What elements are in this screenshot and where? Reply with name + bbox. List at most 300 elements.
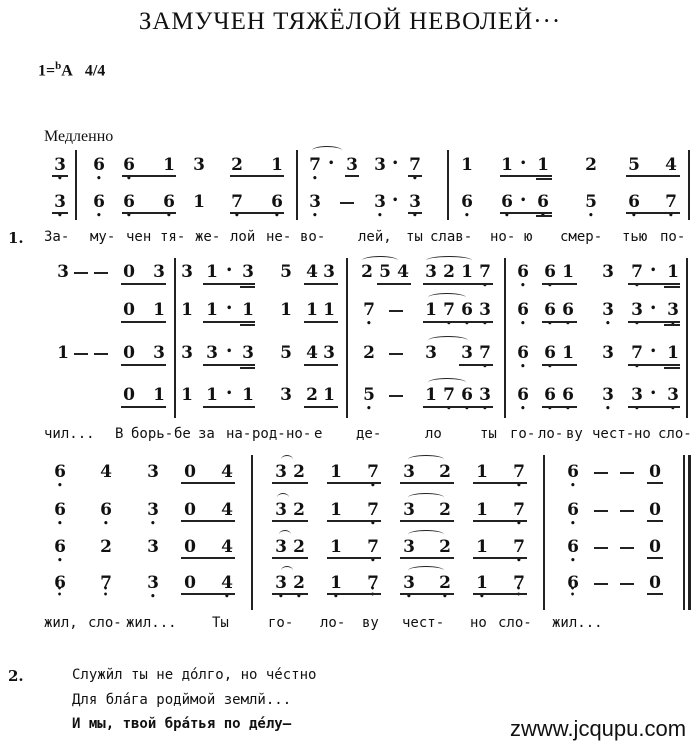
note: 7 • <box>630 343 644 363</box>
note: 2 <box>443 262 455 282</box>
note: 6 • <box>516 385 530 405</box>
underline <box>272 557 308 559</box>
note: 7 • <box>442 300 456 320</box>
verse-number: 2. <box>8 667 24 685</box>
underline <box>536 215 552 217</box>
note: 3 • <box>146 500 160 520</box>
note: 7 • • <box>366 573 380 593</box>
underline <box>304 321 338 323</box>
augmentation-dot: • <box>392 158 399 169</box>
note: 2 <box>439 537 451 557</box>
underline <box>272 593 308 595</box>
note: 6 • <box>99 500 113 520</box>
lyric-syllable: сло- <box>498 615 532 631</box>
note: 1 <box>537 155 549 175</box>
note: 1 <box>667 262 679 282</box>
underline <box>272 482 308 484</box>
note: 3 <box>403 537 415 557</box>
note: 2 <box>100 537 112 557</box>
note: 3 • <box>601 300 615 320</box>
note: 3 <box>425 343 437 363</box>
note: 0 <box>123 385 135 405</box>
note: 1 <box>476 537 488 557</box>
note: 3 • <box>53 155 67 175</box>
underline <box>304 406 338 408</box>
note: 7 • <box>664 192 678 212</box>
note: 0 <box>184 537 196 557</box>
lyric-syllable: не- <box>266 229 292 245</box>
note: 3 <box>275 462 287 482</box>
note: 3 <box>323 343 335 363</box>
underline <box>304 283 338 285</box>
augmentation-dot: • <box>226 388 233 399</box>
underline <box>628 406 680 408</box>
underline <box>272 520 308 522</box>
underline <box>230 212 284 214</box>
note: 7 • <box>512 500 526 520</box>
note: 4 <box>221 462 233 482</box>
note: 6 • <box>460 385 474 405</box>
note: 6 • <box>561 385 575 405</box>
note: 4 <box>665 155 677 175</box>
underline <box>181 557 235 559</box>
note: 6 • <box>53 462 67 482</box>
extension-dash <box>74 272 88 274</box>
note: 1 <box>271 155 283 175</box>
underline <box>408 175 422 177</box>
note: 0 <box>649 537 661 557</box>
underline <box>121 283 166 285</box>
note: 4 • <box>220 573 234 593</box>
lyric-syllable: чест- <box>592 426 635 442</box>
note: 3 • <box>666 300 680 320</box>
key-name: A <box>61 62 73 80</box>
note: 3 <box>425 262 437 282</box>
underline <box>500 212 552 214</box>
note: 1 <box>206 300 218 320</box>
extension-dash <box>340 202 354 204</box>
note: 3 <box>275 500 287 520</box>
lyric-syllable: Ты <box>212 615 229 631</box>
note: 1 <box>425 385 437 405</box>
underline <box>400 520 454 522</box>
barline <box>346 258 348 418</box>
augmentation-dot: • <box>650 346 657 357</box>
underline <box>473 593 527 595</box>
extension-dash <box>594 547 608 549</box>
note: 6 • <box>92 155 106 175</box>
barline <box>296 150 298 220</box>
note: 1 <box>306 300 318 320</box>
note: 2 <box>585 155 597 175</box>
tempo-marking: Медленно <box>44 128 114 145</box>
underline <box>459 364 493 366</box>
note: 5 <box>379 262 391 282</box>
underline <box>181 482 235 484</box>
note: 2 <box>361 262 373 282</box>
barline <box>447 150 449 220</box>
lyric-syllable: борь- <box>131 426 174 442</box>
note: 0 <box>184 462 196 482</box>
note: 3 • <box>308 192 322 212</box>
note: 7 • <box>478 343 492 363</box>
note: 3 • <box>373 192 387 212</box>
key-signature <box>38 60 105 80</box>
lyric-syllable: же- <box>195 229 221 245</box>
note: 1 <box>461 155 473 175</box>
note: 7 • <box>366 500 380 520</box>
verse-number: 1. <box>8 229 24 247</box>
note: 7 • <box>366 537 380 557</box>
note: 5 • <box>362 385 376 405</box>
note: 1 <box>242 300 254 320</box>
note: 6 • <box>270 192 284 212</box>
note: 5 <box>280 343 292 363</box>
barline <box>683 455 685 610</box>
note: 1 <box>667 343 679 363</box>
note: 1 <box>476 462 488 482</box>
note: 0 <box>123 300 135 320</box>
note: 1 <box>206 262 218 282</box>
verse-line: Для блáга родймой землй... <box>72 692 292 708</box>
note: 7 • • <box>512 573 526 593</box>
lyric-syllable: чест- <box>402 615 445 631</box>
note: 3 • <box>274 573 288 593</box>
underline <box>345 175 359 177</box>
note: 3 • <box>630 300 644 320</box>
lyric-syllable: ло- <box>320 615 346 631</box>
note: 6 • <box>566 462 580 482</box>
extension-dash <box>620 547 634 549</box>
note: 6 • <box>566 500 580 520</box>
note: 1 <box>330 537 342 557</box>
time-signature: 4/4 <box>84 62 106 80</box>
note: 5 <box>628 155 640 175</box>
lyric-syllable: го- <box>268 615 294 631</box>
underline <box>304 364 338 366</box>
note: 3 <box>242 262 254 282</box>
note: 1 <box>330 462 342 482</box>
note: 3 <box>242 343 254 363</box>
lyric-syllable: но <box>634 426 651 442</box>
lyric-syllable: слав- <box>430 229 473 245</box>
underline <box>203 364 255 366</box>
lyric-syllable: во- <box>300 229 326 245</box>
note: 3 <box>346 155 358 175</box>
note: 7 • <box>630 262 644 282</box>
note: 7 • <box>512 537 526 557</box>
extension-dash <box>594 510 608 512</box>
extension-dash <box>620 510 634 512</box>
final-barline <box>688 455 691 610</box>
note: 3 <box>147 462 159 482</box>
note: 1 • <box>475 573 489 593</box>
underline <box>240 367 255 369</box>
underline <box>664 367 680 369</box>
note: 6 • <box>53 537 67 557</box>
note: 7 • • <box>99 573 113 593</box>
note: 3 <box>461 343 473 363</box>
lyric-syllable: жил, <box>44 615 78 631</box>
lyric-syllable: ло <box>425 426 442 442</box>
note: 3 <box>181 343 193 363</box>
underline <box>121 321 166 323</box>
note: 3 <box>374 155 386 175</box>
note: 6 • <box>460 192 474 212</box>
underline <box>377 283 411 285</box>
note: 3 • <box>666 385 680 405</box>
augmentation-dot: • <box>650 388 657 399</box>
extension-dash <box>389 310 403 312</box>
note: 6 • <box>561 300 575 320</box>
lyric-syllable: по- <box>660 229 686 245</box>
underline <box>240 286 255 288</box>
extension-dash <box>389 353 403 355</box>
underline <box>327 557 381 559</box>
note: 1 <box>163 155 175 175</box>
underline <box>423 321 493 323</box>
song-title: ЗАМУЧЕН ТЯЖЁЛОЙ НЕВОЛЕЙ··· <box>138 8 562 35</box>
note: 1 <box>330 500 342 520</box>
watermark: zwww.jcqupu.com <box>510 716 687 741</box>
lyric-syllable: тя- <box>160 229 186 245</box>
note: 1 <box>206 385 218 405</box>
note: 2 <box>293 462 305 482</box>
augmentation-dot: • <box>650 303 657 314</box>
underline <box>626 175 680 177</box>
note: 1 <box>562 262 574 282</box>
note: 3 • <box>478 300 492 320</box>
note: 7 • <box>230 192 244 212</box>
note: 3 • <box>53 192 67 212</box>
lyric-syllable: ты <box>406 229 423 245</box>
note: 6 • <box>460 300 474 320</box>
underline <box>400 482 454 484</box>
underline <box>647 482 663 484</box>
underline <box>664 324 680 326</box>
note: 3 <box>153 343 165 363</box>
augmentation-dot: • <box>226 346 233 357</box>
note: 3 <box>403 500 415 520</box>
lyric-syllable: смер- <box>560 229 603 245</box>
lyric-syllable: В <box>115 426 124 442</box>
key-tonic: 1= <box>38 62 56 80</box>
note: 3 • <box>408 192 422 212</box>
note: 6 • <box>92 192 106 212</box>
flat-sign: b <box>55 60 62 72</box>
note: 3 • <box>146 573 160 593</box>
note: 3 <box>280 385 292 405</box>
underline <box>327 520 381 522</box>
extension-dash <box>594 583 608 585</box>
lyric-syllable: лой <box>230 229 256 245</box>
lyric-syllable: жил... <box>552 615 603 631</box>
barline <box>686 258 688 418</box>
note: 2 <box>231 155 243 175</box>
note: 3 • <box>601 385 615 405</box>
note: 4 <box>221 537 233 557</box>
underline <box>181 593 235 595</box>
note: 1 <box>181 385 193 405</box>
note: 6 • <box>500 192 514 212</box>
barline <box>174 258 176 418</box>
note: 2 <box>293 500 305 520</box>
note: 2 <box>363 343 375 363</box>
underline <box>628 364 680 366</box>
underline <box>542 321 577 323</box>
note: 2 <box>439 462 451 482</box>
underline <box>628 321 680 323</box>
note: 6 • <box>543 385 557 405</box>
lyric-syllable: но <box>470 615 487 631</box>
note: 7 • <box>366 462 380 482</box>
barline <box>504 258 506 418</box>
note: 5 • <box>584 192 598 212</box>
note: 6 • <box>543 300 557 320</box>
augmentation-dot: • <box>392 195 399 206</box>
note: 6 • <box>566 537 580 557</box>
note: 1 <box>153 385 165 405</box>
lyric-syllable: чил... <box>44 426 95 442</box>
lyric-syllable: му- <box>90 229 116 245</box>
note: 3 • <box>402 573 416 593</box>
lyric-syllable: го- <box>510 426 536 442</box>
note: 6 • <box>516 343 530 363</box>
augmentation-dot: • <box>328 158 335 169</box>
augmentation-dot: • <box>650 265 657 276</box>
note: 0 <box>649 500 661 520</box>
note: 7 • <box>512 462 526 482</box>
note: 6 • <box>122 192 136 212</box>
underline <box>473 520 527 522</box>
note: 4 <box>306 343 318 363</box>
note: 3 <box>147 537 159 557</box>
note: 2 • <box>292 573 306 593</box>
note: 1 <box>153 300 165 320</box>
note: 0 <box>184 573 196 593</box>
note: 6 • <box>536 192 550 212</box>
note: 6 • <box>627 192 641 212</box>
lyric-syllable: ю <box>524 229 533 245</box>
note: 3 <box>403 462 415 482</box>
underline <box>542 283 577 285</box>
underline <box>230 175 284 177</box>
note: 6 • <box>543 262 557 282</box>
lyric-syllable: но- <box>490 229 516 245</box>
extension-dash <box>74 353 88 355</box>
note: 0 <box>649 573 661 593</box>
note: 6 • <box>516 262 530 282</box>
underline <box>647 520 663 522</box>
underline <box>408 212 422 214</box>
note: 6 • <box>122 155 136 175</box>
note: 6 • • <box>566 573 580 593</box>
augmentation-dot: • <box>226 265 233 276</box>
note: 1 <box>57 343 69 363</box>
extension-dash <box>94 353 108 355</box>
note: 2 <box>293 537 305 557</box>
lyric-syllable: но- <box>286 426 312 442</box>
note: 2 <box>306 385 318 405</box>
note: 1 <box>280 300 292 320</box>
underline <box>542 364 577 366</box>
note: 3 <box>206 343 218 363</box>
lyric-syllable: За- <box>44 229 70 245</box>
slur <box>312 146 342 155</box>
note: 4 <box>397 262 409 282</box>
augmentation-dot: • <box>520 195 527 206</box>
note: 4 <box>306 262 318 282</box>
lyric-syllable: тью <box>622 229 648 245</box>
note: 6 • <box>543 343 557 363</box>
verse-line: И мы, твой брáтья по дéлу— <box>72 716 292 732</box>
note: 3 • <box>630 385 644 405</box>
underline <box>626 212 680 214</box>
note: 3 <box>181 262 193 282</box>
note: 3 <box>193 155 205 175</box>
barline <box>543 455 545 610</box>
note: 1 <box>425 300 437 320</box>
note: 1 • <box>329 573 343 593</box>
note: 4 <box>221 500 233 520</box>
verse-line: Служйл ты не дóлго, но чéстно <box>72 667 317 683</box>
underline <box>647 593 663 595</box>
underline <box>542 406 577 408</box>
extension-dash <box>620 583 634 585</box>
augmentation-dot: • <box>520 158 527 169</box>
underline <box>423 406 493 408</box>
underline <box>240 324 255 326</box>
note: 3 <box>57 262 69 282</box>
underline <box>122 212 176 214</box>
note: 7 • <box>478 262 492 282</box>
note: 1 <box>181 300 193 320</box>
note: 3 <box>153 262 165 282</box>
note: 2 <box>439 500 451 520</box>
lyric-syllable: е <box>314 426 323 442</box>
lyric-syllable: ло- <box>538 426 564 442</box>
note: 1 <box>562 343 574 363</box>
note: 0 <box>184 500 196 520</box>
note: 4 <box>100 462 112 482</box>
lyric-syllable: за <box>198 426 215 442</box>
note: 7 • <box>362 300 376 320</box>
lyric-syllable: род- <box>252 426 286 442</box>
lyric-syllable: ву <box>362 615 379 631</box>
note: 6 • <box>53 500 67 520</box>
lyric-syllable: ву <box>566 426 583 442</box>
note: 7 • <box>308 155 322 175</box>
underline <box>628 283 680 285</box>
note: 1 <box>501 155 513 175</box>
note: 1 <box>461 262 473 282</box>
lyric-syllable: жил... <box>126 615 177 631</box>
underline <box>473 557 527 559</box>
lyric-syllable: сло- <box>88 615 122 631</box>
underline <box>327 482 381 484</box>
note: 6 • • <box>53 573 67 593</box>
barline <box>688 150 690 220</box>
underline <box>500 175 552 177</box>
underline <box>203 406 255 408</box>
note: 6 • <box>162 192 176 212</box>
note: 3 <box>275 537 287 557</box>
lyric-syllable: де- <box>356 426 382 442</box>
underline <box>52 175 68 177</box>
note: 3 <box>602 262 614 282</box>
lyric-syllable: сло- <box>658 426 692 442</box>
note: 5 <box>280 262 292 282</box>
